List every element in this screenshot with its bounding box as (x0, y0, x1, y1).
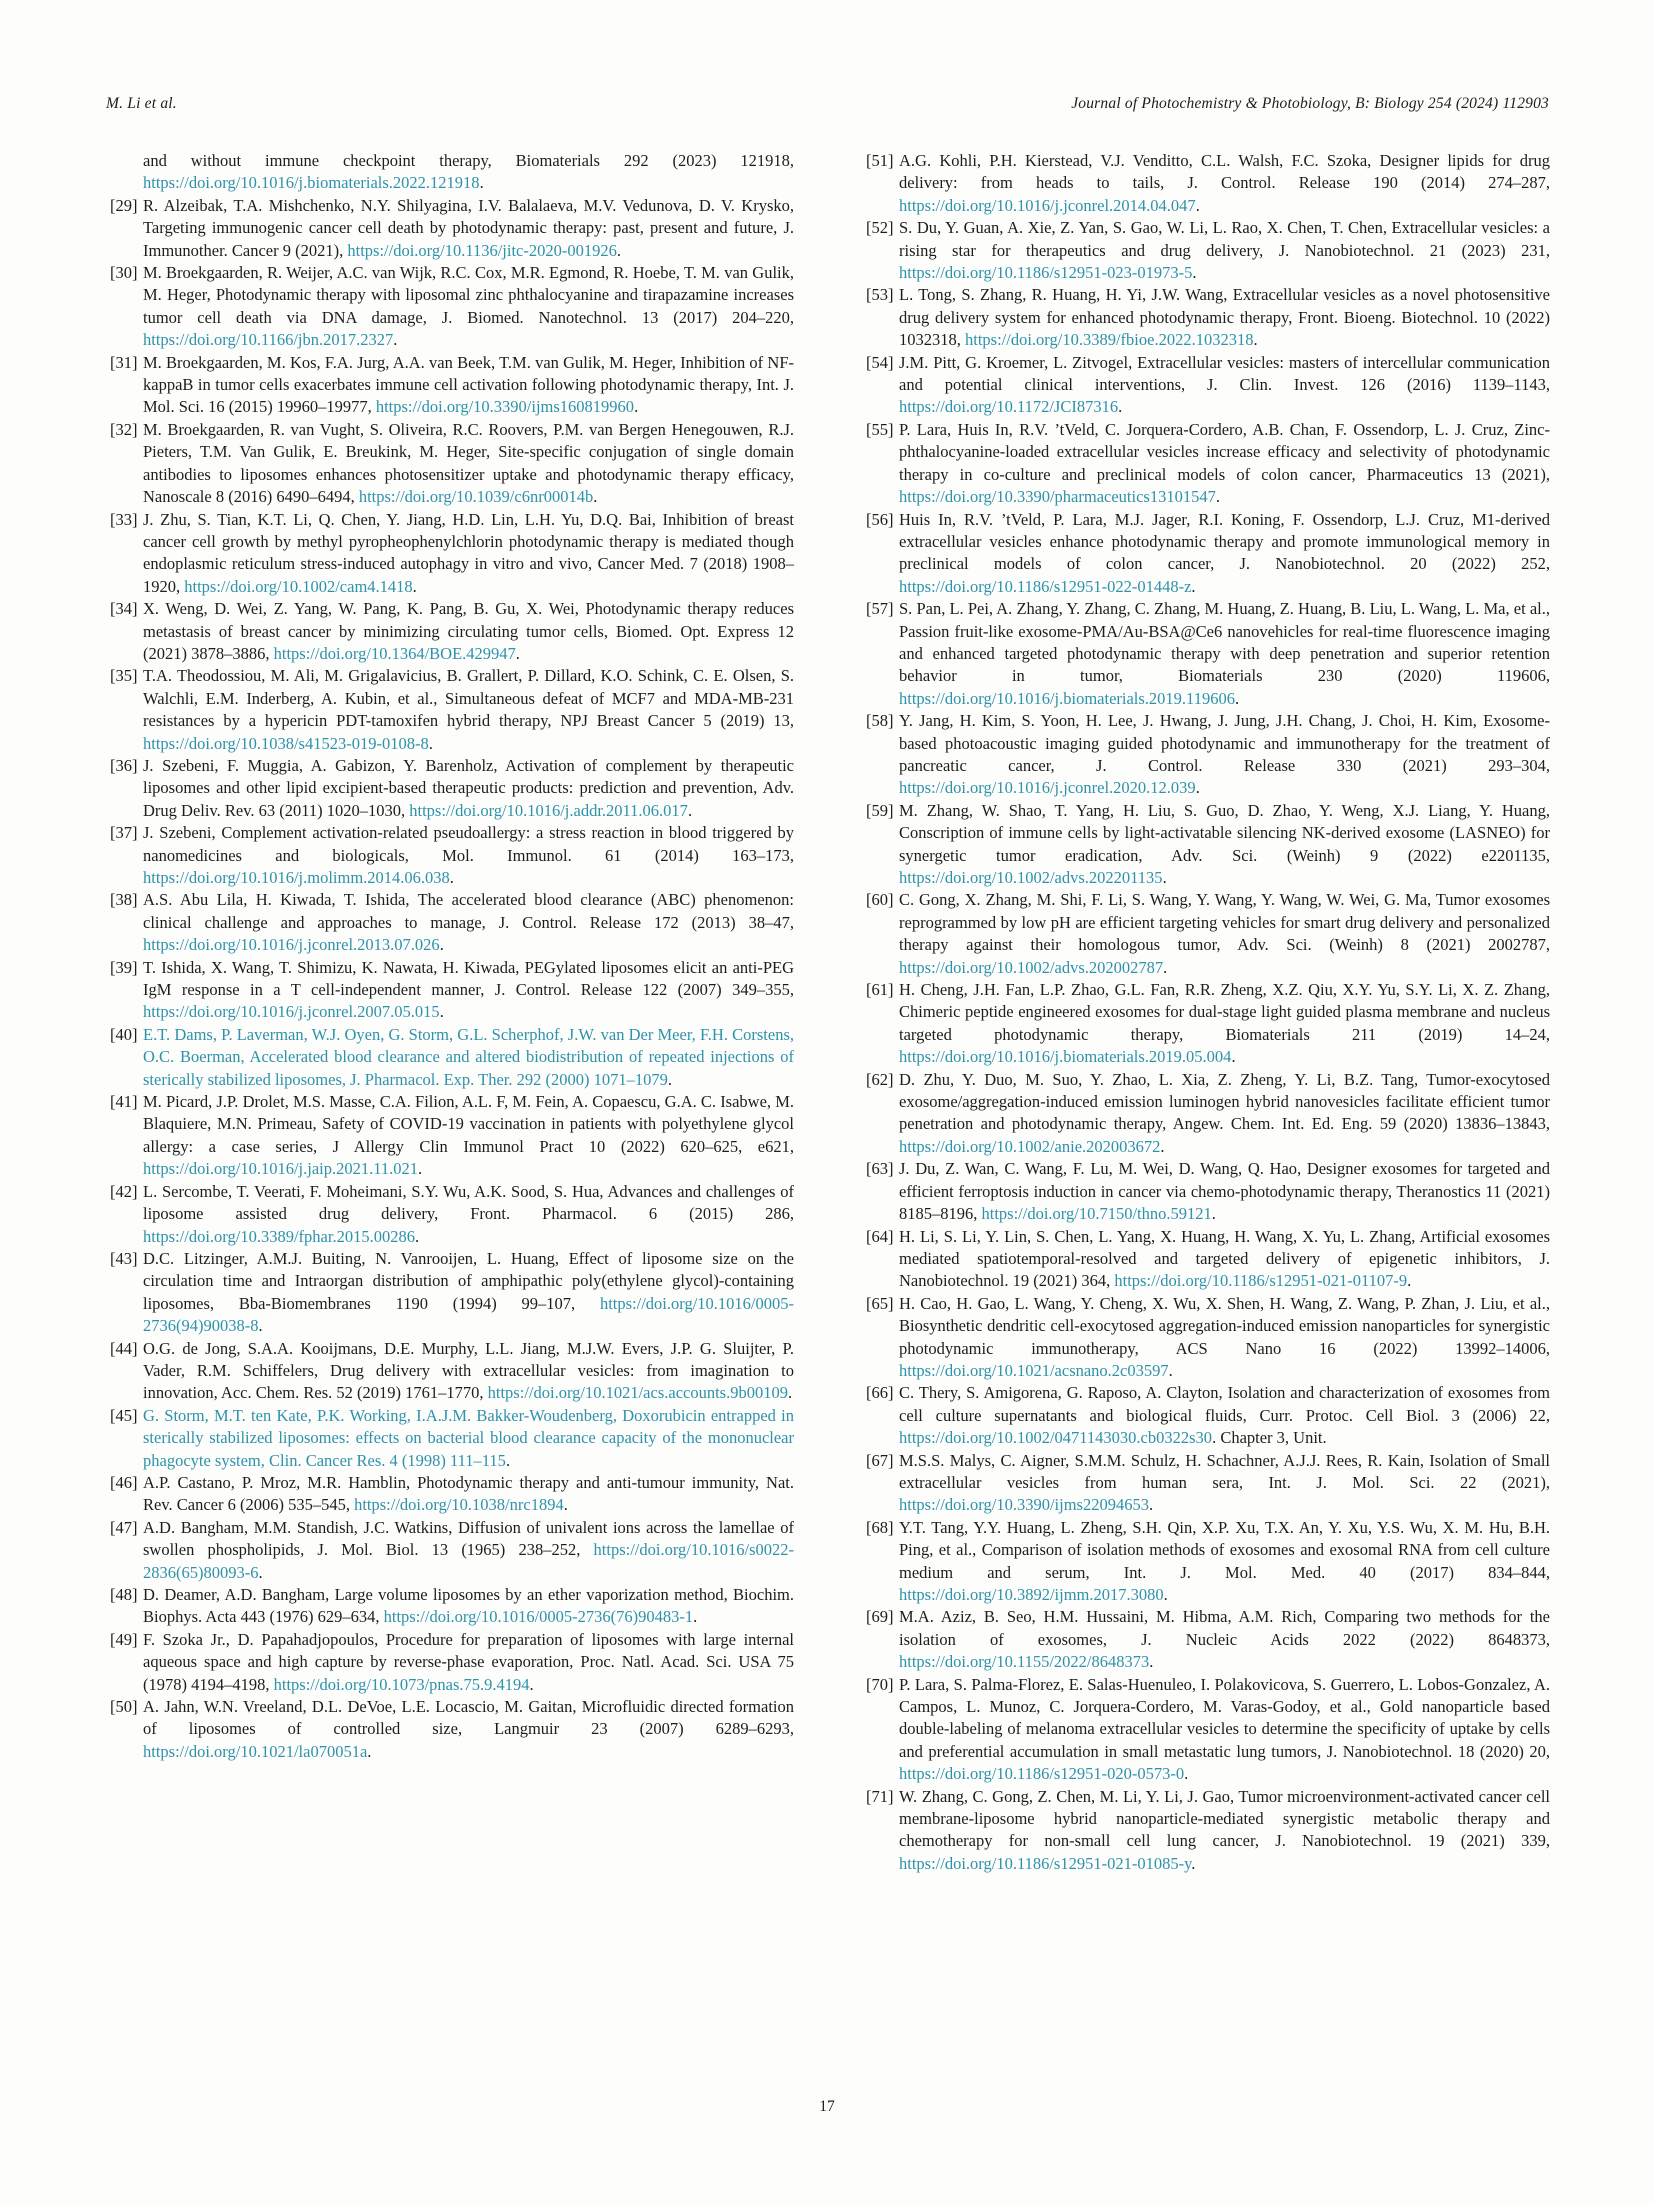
reference-text: . (393, 330, 398, 350)
reference-text: P. Lara, Huis In, R.V. ’tVeld, C. Jorquera-Cordero, A.B. Chan, F. Ossendorp, L. J. Cruz, Zinc-phthalocyanine-loaded extracellular vesicles increase efficacy and selectivity of photodynamic therapy in co-culture and preclinical models of colon cancer, Pharmaceutics 13 (2021), (899, 419, 1550, 484)
reference-text: J. Szebeni, F. Muggia, A. Gabizon, Y. Barenholz, Activation of complement by therapeutic liposomes and other lipid excipient-based therapeutic products: prediction and prevention, Adv. Drug Deliv. Rev. 63 (2011) 1020–1030, (143, 755, 794, 820)
reference-number: [56] (866, 509, 894, 529)
reference-link[interactable]: https://doi.org/10.1016/j.jconrel.2014.04.047 (899, 195, 1196, 215)
reference-item (110, 1629, 794, 1696)
reference-text: H. Li, S. Li, Y. Lin, S. Chen, L. Yang, X. Huang, H. Wang, X. Yu, L. Zhang, Artificial exosomes mediated spatiotemporal-resolved and targeted delivery of epigenetic inhibitors, J. Nanobiotechnol. 19 (2021) 364, (899, 1226, 1550, 1291)
references-column-right (866, 150, 1550, 1875)
reference-text: A.P. Castano, P. Mroz, M.R. Hamblin, Photodynamic therapy and anti-tumour immunity, Nat. Rev. Cancer 6 (2006) 535–545, (143, 1472, 794, 1515)
reference-text: . (593, 487, 598, 507)
reference-item (866, 1786, 1550, 1876)
reference-item (866, 1293, 1550, 1383)
reference-item (110, 1248, 794, 1338)
reference-text: . (1162, 868, 1167, 887)
reference-text: . (1234, 688, 1240, 708)
reference-link[interactable]: https://doi.org/10.1002/anie.202003672 (899, 1136, 1161, 1156)
reference-text: M.A. Aziz, B. Seo, H.M. Hussaini, M. Hibma, A.M. Rich, Comparing two methods for the isolation of exosomes, J. Nucleic Acids 2022 (2022) 8648373, (899, 1607, 1550, 1649)
reference-text: X. Weng, D. Wei, Z. Yang, W. Pang, K. Pang, B. Gu, X. Wei, Photodynamic therapy reduces metastasis of breast cancer by minimizing circulating tumor cells, Biomed. Opt. Express 12 (2021) 3878–3886, (143, 599, 794, 663)
reference-item (110, 419, 794, 509)
reference-link[interactable]: https://doi.org/10.1016/j.biomaterials.2019.119606 (899, 688, 1235, 708)
reference-item (866, 419, 1550, 509)
reference-item (110, 1091, 794, 1181)
reference-number: [65] (866, 1293, 894, 1313)
reference-text: . (1160, 1136, 1165, 1156)
reference-item (866, 1382, 1550, 1449)
reference-item (110, 195, 794, 262)
reference-text: Huis In, R.V. ’tVeld, P. Lara, M.J. Jager, R.I. Koning, F. Ossendorp, L.J. Cruz, M1-derived extracellular vesicles enhance photodynamic therapy and promote immunological memory in preclinical models of colon cancer, J. Nanobiotechnol. 20 (2022) 252, (899, 509, 1550, 574)
reference-link[interactable]: https://doi.org/10.1038/nrc1894 (354, 1495, 564, 1515)
reference-item (866, 979, 1550, 1069)
reference-item (866, 1069, 1550, 1159)
reference-text: . (1191, 1853, 1196, 1873)
references-column-left (110, 150, 794, 1763)
reference-text: T. Ishida, X. Wang, T. Shimizu, K. Nawata, H. Kiwada, PEGylated liposomes elicit an anti-PEG IgM response in a T cell-independent manner, J. Control. Release 122 (2007) 349–355, (143, 957, 794, 1000)
reference-text: C. Thery, S. Amigorena, G. Raposo, A. Clayton, Isolation and characterization of exosomes from cell culture supernatants and biological fluids, Curr. Protoc. Cell Biol. 3 (2006) 22, (899, 1383, 1550, 1425)
reference-item (110, 1472, 794, 1517)
reference-number: [31] (110, 352, 138, 372)
reference-link[interactable]: https://doi.org/10.1021/acsnano.2c03597 (899, 1360, 1169, 1380)
reference-text: . (258, 1316, 263, 1336)
reference-number: [53] (866, 285, 894, 305)
reference-item (866, 710, 1550, 800)
reference-link[interactable]: https://doi.org/10.1002/advs.202201135 (899, 868, 1163, 887)
reference-text: . (1191, 576, 1196, 596)
reference-text: . (439, 935, 444, 955)
reference-text: . (515, 643, 520, 663)
reference-link[interactable]: https://doi.org/10.1016/j.jconrel.2020.12.039 (899, 778, 1196, 798)
reference-text: . (687, 800, 693, 820)
reference-number: [47] (110, 1517, 138, 1537)
reference-link[interactable]: https://doi.org/10.3389/fphar.2015.00286 (143, 1226, 415, 1246)
running-author: M. Li et al. (106, 95, 177, 112)
reference-link[interactable]: https://doi.org/10.1016/0005-2736(76)90483-1 (383, 1607, 694, 1627)
reference-text: . (479, 173, 484, 193)
reference-text: F. Szoka Jr., D. Papahadjopoulos, Procedure for preparation of liposomes with large internal aqueous space and high capture by reverse-phase evaporation, Proc. Natl. Acad. Sci. USA 75 (1978) 4194–4198, (143, 1629, 794, 1694)
reference-text: J. Zhu, S. Tian, K.T. Li, Q. Chen, Y. Jiang, H.D. Lin, L.H. Yu, D.Q. Bai, Inhibition of breast cancer cell growth by methyl pyropheophenylchlorin photodynamic therapy is mediated though endoplasmic reticulum stress-induced autophagy in vitro and vivo, Cancer Med. 7 (2018) 1908–1920, (143, 509, 794, 596)
reference-link[interactable]: https://doi.org/10.3390/ijms22094653 (899, 1495, 1149, 1515)
reference-text: M. Broekgaarden, R. Weijer, A.C. van Wijk, R.C. Cox, M.R. Egmond, R. Hoebe, T. M. van Gulik, M. Heger, Photodynamic therapy with liposomal zinc phthalocyanine and tirapazamine increases tumor cell death via DNA damage, J. Biomed. Nanotechnol. 13 (2017) 204–220, (143, 263, 794, 327)
reference-number: [33] (110, 509, 138, 529)
reference-text: A.G. Kohli, P.H. Kierstead, V.J. Venditto, C.L. Walsh, F.C. Szoka, Designer lipids for drug delivery: from heads to tails, J. Control. Release 190 (2014) 274–287, (899, 151, 1550, 193)
reference-text: . (412, 576, 417, 596)
reference-number: [43] (110, 1248, 138, 1268)
reference-text: . (418, 1159, 423, 1179)
reference-link[interactable]: https://doi.org/10.3390/pharmaceutics13101547 (899, 487, 1216, 507)
reference-text: J.M. Pitt, G. Kroemer, L. Zitvogel, Extracellular vesicles: masters of intercellular communication and potential clinical interventions, J. Clin. Invest. 126 (2016) 1139–1143, (899, 352, 1550, 395)
reference-link[interactable]: E.T. Dams, P. Laverman, W.J. Oyen, G. Storm, G.L. Scherphof, J.W. van Der Meer, F.H. Corstens, O.C. Boerman, Accelerated blood clearance and altered biodistribution of repeated injections of sterically stabilized liposomes, J. Pharmacol. Exp. Ther. 292 (2000) 1071–1079 (143, 1024, 794, 1089)
reference-item (110, 1024, 794, 1091)
reference-text: . (1215, 487, 1220, 507)
reference-text: M. Picard, J.P. Drolet, M.S. Masse, C.A. Filion, A.L. F, M. Fein, A. Copaescu, G.A. C. Isabwe, M. Blaquiere, M.N. Primeau, Safety of COVID-19 vaccination in patients with polyethylene glycol allergy: a case series, J Allergy Clin Immunol Pract 10 (2022) 620–625, e621, (143, 1092, 794, 1156)
reference-text: A. Jahn, W.N. Vreeland, D.L. DeVoe, L.E. Locascio, M. Gaitan, Microfluidic directed formation of liposomes of controlled size, Langmuir 23 (2007) 6289–6293, (143, 1697, 794, 1739)
reference-link[interactable]: https://doi.org/10.1016/j.addr.2011.06.017 (409, 800, 688, 820)
reference-number: [51] (866, 151, 894, 170)
reference-item (866, 1158, 1550, 1225)
reference-item (866, 150, 1550, 217)
reference-item (110, 1517, 794, 1584)
reference-link[interactable]: https://doi.org/10.1016/j.jconrel.2007.05.015 (143, 1002, 440, 1022)
reference-text: . (414, 1226, 420, 1246)
reference-number: [45] (110, 1405, 138, 1425)
reference-number: [46] (110, 1472, 138, 1492)
reference-link[interactable]: G. Storm, M.T. ten Kate, P.K. Working, I.A.J.M. Bakker-Woudenberg, Doxorubicin entrapped in sterically stabilized liposomes: effects on bacterial blood clearance capacity of the mononuclear phagocyte system, Clin. Cancer Res. 4 (1998) 111–115 (143, 1405, 794, 1470)
reference-text: . (1118, 397, 1123, 417)
reference-text: . (1184, 1764, 1189, 1784)
reference-link[interactable]: https://doi.org/10.1166/jbn.2017.2327 (143, 330, 394, 350)
reference-link[interactable]: https://doi.org/10.3389/fbioe.2022.1032318 (965, 330, 1254, 350)
reference-text: R. Alzeibak, T.A. Mishchenko, N.Y. Shilyagina, I.V. Balalaeva, M.V. Vedunova, D. V. Krysko, Targeting immunogenic cancer cell death by photodynamic therapy: past, present and future, J. Immunother. Cancer 9 (2021), (143, 195, 794, 260)
reference-text: . (367, 1741, 372, 1761)
reference-text: . (529, 1674, 534, 1694)
reference-text: M. Broekgaarden, M. Kos, F.A. Jurg, A.A. van Beek, T.M. van Gulik, M. Heger, Inhibition of NF-kappaB in tumor cells exacerbates immune cell activation following photodynamic therapy, Int. J. Mol. Sci. 16 (2015) 19960–19977, (143, 352, 794, 417)
reference-text: . (667, 1069, 672, 1089)
reference-item (110, 262, 794, 352)
reference-item (866, 1450, 1550, 1517)
reference-link[interactable]: https://doi.org/10.1016/j.jconrel.2013.07.026 (143, 935, 440, 955)
reference-text: A.S. Abu Lila, H. Kiwada, T. Ishida, The accelerated blood clearance (ABC) phenomenon: clinical challenge and approaches to manage, J. Control. Release 172 (2013) 38–47, (143, 890, 794, 932)
reference-item (110, 1696, 794, 1763)
reference-text: P. Lara, S. Palma-Florez, E. Salas-Huenuleo, I. Polakovicova, S. Guerrero, L. Lobos-Gonzalez, A. Campos, L. Munoz, C. Jorquera-Cordero, M. Varas-Godoy, et al., Gold nanoparticle based double-labeling of melanoma extracellular vesicles to determine the specificity of uptake by cells and preferential accumulation in small metastatic lung tumors, J. Nanobiotechnol. 18 (2020) 20, (899, 1674, 1550, 1761)
reference-item (110, 598, 794, 665)
reference-item (866, 217, 1550, 284)
reference-link[interactable]: https://doi.org/10.1016/j.biomaterials.2022.121918 (143, 173, 480, 193)
reference-text: . (428, 733, 433, 753)
reference-link[interactable]: https://doi.org/10.1155/2022/8648373 (899, 1652, 1150, 1672)
reference-text: . (693, 1607, 698, 1627)
reference-text: . (1163, 1585, 1168, 1604)
reference-text: O.G. de Jong, S.A.A. Kooijmans, D.E. Murphy, L.L. Jiang, M.J.W. Evers, J.P. G. Sluijter, P. Vader, R.M. Schiffelers, Drug delivery with extracellular vesicles: from imagination to innovation, Acc. Chem. Res. 52 (2019) 1761–1770, (143, 1338, 794, 1403)
reference-number: [48] (110, 1585, 138, 1604)
reference-link[interactable]: https://doi.org/10.1016/0005-2736(94)90038-8 (143, 1293, 794, 1336)
reference-text: L. Sercombe, T. Veerati, F. Moheimani, S.Y. Wu, A.K. Sood, S. Hua, Advances and challenges of liposome assisted drug delivery, Front. Pharmacol. 6 (2015) 286, (143, 1181, 794, 1224)
reference-text: M. Zhang, W. Shao, T. Yang, H. Liu, S. Guo, D. Zhao, Y. Weng, X.J. Liang, Y. Huang, Conscription of immune cells by light-activatable silencing NK-derived exosome (LASNEO) for synergetic tumor eradication, Adv. Sci. (Weinh) 9 (2022) e2201135, (899, 800, 1550, 865)
reference-text: . (449, 868, 454, 887)
reference-number: [30] (110, 263, 138, 283)
reference-text: A.D. Bangham, M.M. Standish, J.C. Watkins, Diffusion of univalent ions across the lamellae of swollen phospholipids, J. Mol. Biol. 13 (1965) 238–252, (143, 1517, 794, 1560)
reference-text: W. Zhang, C. Gong, Z. Chen, M. Li, Y. Li, J. Gao, Tumor microenvironment-activated cancer cell membrane-liposome hybrid nanoparticle-mediated synergistic metabolic therapy and chemotherapy for non-small cell lung cancer, J. Nanobiotechnol. 19 (2021) 339, (899, 1786, 1550, 1851)
reference-number: [59] (866, 800, 894, 820)
reference-item (866, 1226, 1550, 1293)
reference-number: [70] (866, 1674, 894, 1694)
reference-item (110, 1584, 794, 1629)
reference-number: [49] (110, 1629, 138, 1649)
reference-text: . Chapter 3, Unit. (1212, 1428, 1327, 1448)
page-number: 17 (819, 2098, 835, 2115)
reference-text: . (439, 1002, 444, 1022)
reference-link[interactable]: https://doi.org/10.1021/acs.accounts.9b00109 (487, 1383, 788, 1403)
reference-item (866, 800, 1550, 890)
reference-number: [69] (866, 1607, 894, 1627)
reference-link[interactable]: https://doi.org/10.1186/s12951-022-01448-z (899, 576, 1192, 596)
reference-link[interactable]: https://doi.org/10.1016/j.biomaterials.2019.05.004 (899, 1047, 1232, 1067)
reference-number: [34] (110, 599, 138, 619)
reference-text: . (1149, 1652, 1154, 1672)
reference-number: [67] (866, 1450, 894, 1470)
reference-text: Y.T. Tang, Y.Y. Huang, L. Zheng, S.H. Qin, X.P. Xu, T.X. An, Y. Xu, Y.S. Wu, X. M. Hu, B.H. Ping, et al., Comparison of isolation methods of exosomes and exosomal RNA from cell culture medium and serum, Int. J. Mol. Med. 40 (2017) 834–844, (899, 1517, 1550, 1582)
reference-link[interactable]: https://doi.org/10.1186/s12951-020-0573-0 (899, 1764, 1185, 1784)
reference-number: [32] (110, 419, 138, 439)
reference-number: [71] (866, 1786, 894, 1806)
reference-text: . (1163, 957, 1168, 977)
reference-item (110, 1181, 794, 1248)
reference-number: [37] (110, 823, 138, 843)
reference-number: [52] (866, 218, 894, 238)
reference-number: [35] (110, 666, 138, 686)
reference-text: S. Du, Y. Guan, A. Xie, Z. Yan, S. Gao, W. Li, L. Rao, X. Chen, T. Chen, Extracellular vesicles: a rising star for therapeutics and drug delivery, J. Nanobiotechnol. 21 (2023) 231, (899, 218, 1550, 260)
reference-link[interactable]: https://doi.org/10.1016/j.jaip.2021.11.021 (143, 1159, 419, 1179)
reference-number: [64] (866, 1226, 894, 1246)
reference-item (110, 352, 794, 419)
reference-link[interactable]: https://doi.org/10.1186/s12951-021-01107-9 (1114, 1271, 1408, 1291)
reference-item (866, 509, 1550, 599)
reference-text: . (1195, 778, 1200, 798)
reference-link[interactable]: https://doi.org/10.1073/pnas.75.9.4194 (273, 1674, 530, 1694)
reference-item (866, 598, 1550, 710)
reference-text: . (787, 1383, 793, 1403)
reference-number: [36] (110, 755, 138, 775)
reference-number: [58] (866, 711, 894, 731)
reference-text: . (1211, 1204, 1216, 1224)
reference-number: [55] (866, 419, 894, 439)
reference-item (866, 1517, 1550, 1607)
reference-number: [42] (110, 1181, 138, 1201)
reference-text: . (1148, 1495, 1154, 1515)
reference-item (110, 1338, 794, 1405)
reference-number: [68] (866, 1517, 894, 1537)
reference-text: and without immune checkpoint therapy, Biomaterials 292 (2023) 121918, (143, 151, 794, 170)
reference-link[interactable]: https://doi.org/10.1172/JCI87316 (899, 397, 1119, 417)
reference-number: [62] (866, 1069, 894, 1089)
reference-link[interactable]: https://doi.org/10.1186/s12951-021-01085-y (899, 1853, 1192, 1873)
reference-link[interactable]: https://doi.org/10.1186/s12951-023-01973-5 (899, 263, 1193, 283)
reference-item (110, 509, 794, 599)
reference-item (110, 665, 794, 755)
reference-text: M. Broekgaarden, R. van Vught, S. Oliveira, R.C. Roovers, P.M. van Bergen Henegouwen, R.J. Pieters, T.M. Van Gulik, E. Breukink, M. Heger, Site-specific conjugation of single domain antibodies to liposomes enhances photosensitizer uptake and photodynamic therapy efficacy, Nanoscale 8 (2016) 6490–6494, (143, 419, 794, 507)
reference-number: [40] (110, 1024, 138, 1044)
reference-text: M.S.S. Malys, C. Aigner, S.M.M. Schulz, H. Schachner, A.J.J. Rees, R. Kain, Isolation of Small extracellular vesicles from human sera, Int. J. Mol. Sci. 22 (2021), (899, 1450, 1550, 1492)
reference-text: C. Gong, X. Zhang, M. Shi, F. Li, S. Wang, Y. Wang, Y. Wang, W. Wei, G. Ma, Tumor exosomes reprogrammed by low pH are efficient targeting vehicles for smart drug delivery and personalized therapy against their homologous tumor, Adv. Sci. (Weinh) 8 (2021) 2002787, (899, 890, 1550, 955)
reference-text: Y. Jang, H. Kim, S. Yoon, H. Lee, J. Hwang, J. Jung, J.H. Chang, J. Choi, H. Kim, Exosome-based photoacoustic imaging guided photodynamic and immunotherapy for the treatment of pancreatic cancer, J. Control. Release 330 (2021) 293–304, (899, 711, 1550, 775)
reference-link[interactable]: https://doi.org/10.1039/c6nr00014b (358, 487, 594, 507)
reference-text: . (258, 1562, 263, 1582)
reference-text: . (1231, 1047, 1236, 1067)
journal-citation: Journal of Photochemistry & Photobiology, B: Biology 254 (2024) 112903 (1071, 95, 1549, 112)
reference-link[interactable]: https://doi.org/10.1021/la070051a (143, 1741, 368, 1761)
reference-link[interactable]: https://doi.org/10.3892/ijmm.2017.3080 (899, 1585, 1164, 1604)
reference-number: [61] (866, 980, 894, 1000)
reference-number: [29] (110, 195, 138, 215)
reference-number: [39] (110, 957, 138, 977)
reference-text: D. Zhu, Y. Duo, M. Suo, Y. Zhao, L. Xia, Z. Zheng, Y. Li, B.Z. Tang, Tumor-exocytosed exosome/aggregation-induced emission luminogen hybrid nanovesicles facilitate efficient tumor penetration and photodynamic therapy, Angew. Chem. Int. Ed. Eng. 59 (2020) 13836–13843, (899, 1069, 1550, 1134)
reference-number: [38] (110, 890, 138, 910)
reference-continuation (110, 150, 794, 195)
reference-item (110, 755, 794, 822)
reference-number: [41] (110, 1092, 138, 1112)
reference-text: J. Szebeni, Complement activation-related pseudoallergy: a stress reaction in blood triggered by nanomedicines and biologicals, Mol. Immunol. 61 (2014) 163–173, (143, 823, 794, 865)
reference-text: . (1168, 1360, 1173, 1380)
reference-item (110, 822, 794, 889)
reference-text: . (616, 240, 621, 260)
reference-text: D.C. Litzinger, A.M.J. Buiting, N. Vanrooijen, L. Huang, Effect of liposome size on the circulation time and Intraorgan distribution of amphipathic poly(ethylene glycol)-containing liposomes, Bba-Biomembranes 1190 (1994) 99–107, (143, 1248, 794, 1313)
reference-link[interactable]: https://doi.org/10.1002/0471143030.cb0322s30 (899, 1428, 1213, 1448)
reference-link[interactable]: https://doi.org/10.3390/ijms160819960 (375, 397, 635, 417)
reference-text: S. Pan, L. Pei, A. Zhang, Y. Zhang, C. Zhang, M. Huang, Z. Huang, B. Liu, L. Wang, L. Ma, et al., Passion fruit-like exosome-PMA/Au-BSA@Ce6 nanovehicles for real-time fluorescence imaging and enhanced targeted photodynamic therapy with deep penetration and superior retention behavior in tumor, Biomaterials 230 (2020) 119606, (899, 599, 1550, 686)
reference-link[interactable]: https://doi.org/10.1016/j.molimm.2014.06.038 (143, 868, 450, 887)
reference-item (866, 284, 1550, 351)
reference-text: . (1195, 195, 1200, 215)
reference-text: . (1192, 263, 1197, 283)
reference-text: J. Du, Z. Wan, C. Wang, F. Lu, M. Wei, D. Wang, Q. Hao, Designer exosomes for targeted and efficient ferroptosis induction in cancer via chemo-photodynamic therapy, Theranostics 11 (2021) 8185–8196, (899, 1159, 1550, 1224)
reference-item (110, 889, 794, 956)
reference-link[interactable]: https://doi.org/10.7150/thno.59121 (981, 1204, 1212, 1224)
reference-link[interactable]: https://doi.org/10.1002/advs.202002787 (899, 957, 1164, 977)
reference-number: [63] (866, 1159, 894, 1179)
reference-text: D. Deamer, A.D. Bangham, Large volume liposomes by an ether vaporization method, Biochim. Biophys. Acta 443 (1976) 629–634, (143, 1585, 794, 1627)
reference-text: . (634, 397, 639, 417)
reference-number: [66] (866, 1383, 894, 1403)
reference-text: . (563, 1495, 568, 1515)
reference-link[interactable]: https://doi.org/10.1002/cam4.1418 (184, 576, 413, 596)
reference-text: H. Cao, H. Gao, L. Wang, Y. Cheng, X. Wu, X. Shen, H. Wang, Z. Wang, P. Zhan, J. Liu, et al., Biosynthetic dendritic cell-exocytosed aggregation-induced emission nanoparticles for synergistic photodynamic immunotherapy, ACS Nano 16 (2022) 13992–14006, (899, 1293, 1550, 1358)
reference-item (866, 1606, 1550, 1673)
reference-link[interactable]: https://doi.org/10.1364/BOE.429947 (273, 643, 516, 663)
reference-text: L. Tong, S. Zhang, R. Huang, H. Yi, J.W. Wang, Extracellular vesicles as a novel photosensitive drug delivery system for enhanced photodynamic therapy, Front. Bioeng. Biotechnol. 10 (2022) 1032318, (899, 285, 1550, 350)
reference-text: . (1407, 1271, 1412, 1291)
reference-text: H. Cheng, J.H. Fan, L.P. Zhao, G.L. Fan, R.R. Zheng, X.Z. Qiu, X.Y. Yu, S.Y. Li, X. Z. Zhang, Chimeric peptide engineered exosomes for dual-stage light guided plasma membrane and nucleus targeted photodynamic therapy, Biomaterials 211 (2019) 14–24, (899, 980, 1550, 1044)
reference-text: T.A. Theodossiou, M. Ali, M. Grigalavicius, B. Grallert, P. Dillard, K.O. Schink, C. E. Olsen, S. Walchli, E.M. Inderberg, A. Kubin, et al., Simultaneous defeat of MCF7 and MDA-MB-231 resistances by a hypericin PDT-tamoxifen hybrid therapy, NPJ Breast Cancer 5 (2019) 13, (143, 666, 794, 731)
reference-text: . (1253, 330, 1258, 350)
reference-item (110, 1405, 794, 1472)
reference-number: [54] (866, 352, 894, 372)
reference-number: [44] (110, 1338, 138, 1358)
reference-link[interactable]: https://doi.org/10.1038/s41523-019-0108-8 (143, 733, 429, 753)
reference-item (866, 352, 1550, 419)
reference-number: [57] (866, 599, 894, 619)
reference-number: [60] (866, 890, 894, 910)
reference-link[interactable]: https://doi.org/10.1136/jitc-2020-001926 (347, 240, 617, 260)
reference-item (110, 957, 794, 1024)
reference-link[interactable]: https://doi.org/10.1016/s0022-2836(65)80093-6 (143, 1540, 794, 1582)
reference-text: . (505, 1450, 511, 1470)
reference-item (866, 889, 1550, 979)
reference-number: [50] (110, 1697, 138, 1717)
reference-item (866, 1674, 1550, 1786)
